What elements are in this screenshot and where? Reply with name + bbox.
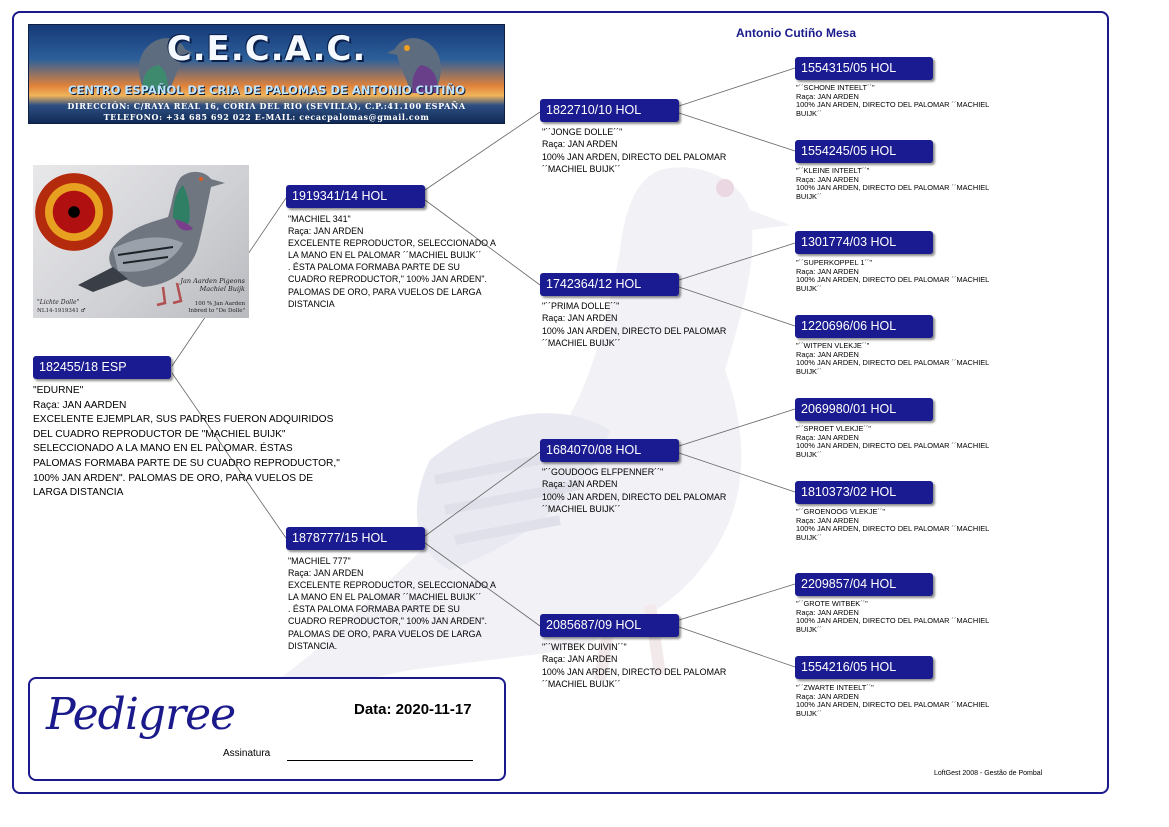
- signature-label: Assinatura: [223, 748, 271, 759]
- signature-box: [28, 677, 506, 781]
- info-sire: "MACHIEL 341" Raça: JAN ARDEN EXCELENTE REPRODUCTOR, SELECCIONADO A LA MANO EN EL PALOMAR ´´MACHIEL BUIJK´´ . ÉSTA PALOMA FORMABA PARTE DE SU CUADRO REPRODUCTOR," 100% JAN ARDEN". PALOMAS DE ORO, PARA VUELOS DE LARGA DISTANCIA: [288, 214, 496, 309]
- pigeon-eye-inset: [35, 173, 113, 251]
- banner-subtitle: CENTRO ESPAÑOL DE CRIA DE PALOMAS DE ANTONIO CUTIÑO: [68, 83, 465, 97]
- owner-name: Antonio Cutiño Mesa: [736, 26, 856, 40]
- ring-ggp-6[interactable]: 1810373/02 HOL: [795, 481, 933, 504]
- info-ggp-4: "´´WITPEN VLEKJE´´" Raça: JAN ARDEN 100% JAN ARDEN, DIRECTO DEL PALOMAR ´´MACHIEL BUIJK´´: [796, 341, 990, 376]
- ring-sire[interactable]: 1919341/14 HOL: [286, 185, 425, 208]
- footer-credit: LoftGest 2008 - Gestão de Pombal: [934, 770, 1043, 777]
- info-ggp-1: "´´SCHONE INTEELT´´" Raça: JAN ARDEN 100% JAN ARDEN, DIRECTO DEL PALOMAR ´´MACHIEL BUIJK´´: [796, 83, 990, 118]
- pedigree-logo: Pedigree: [46, 689, 236, 740]
- ring-ggp-8[interactable]: 1554216/05 HOL: [795, 656, 933, 679]
- banner-address: DIRECCIÓN: C/RAYA REAL 16, CORIA DEL RIO (SEVILLA), C.P.:41.100 ESPAÑA: [67, 101, 466, 111]
- info-ggp-3: "´´SUPERKOPPEL 1´´" Raça: JAN ARDEN 100% JAN ARDEN, DIRECTO DEL PALOMAR ´´MACHIEL BUIJK´´: [796, 258, 990, 293]
- photo-caption-name: "Lichte Dolle": [37, 299, 80, 306]
- signature-line[interactable]: [287, 760, 473, 761]
- ring-ggp-5[interactable]: 2069980/01 HOL: [795, 398, 933, 421]
- ring-ggp-7[interactable]: 2209857/04 HOL: [795, 573, 933, 596]
- ring-ggp-4[interactable]: 1220696/06 HOL: [795, 315, 933, 338]
- info-ggp-7: "´´GROTE WITBEK´´" Raça: JAN ARDEN 100% JAN ARDEN, DIRECTO DEL PALOMAR ´´MACHIEL BUIJK´´: [796, 599, 990, 634]
- ring-dam-sire[interactable]: 1684070/08 HOL: [540, 439, 679, 462]
- info-dam-sire: "´´GOUDOOG ELFPENNER´´" Raça: JAN ARDEN 100% JAN ARDEN, DIRECTO DEL PALOMAR ´´MACHIEL BUIJK´´: [542, 467, 727, 515]
- info-ggp-8: "´´ZWARTE INTEELT´´" Raça: JAN ARDEN 100% JAN ARDEN, DIRECTO DEL PALOMAR ´´MACHIEL BUIJK´´: [796, 683, 990, 718]
- info-ggp-2: "´´KLEINE INTEELT´´" Raça: JAN ARDEN 100% JAN ARDEN, DIRECTO DEL PALOMAR ´´MACHIEL BUIJK´´: [796, 166, 990, 201]
- info-ggp-5: "´´SPROET VLEKJE´´" Raça: JAN ARDEN 100% JAN ARDEN, DIRECTO DEL PALOMAR ´´MACHIEL BUIJK´´: [796, 424, 990, 459]
- info-dam-dam: "´´WITBEK DUIVIN´´" Raça: JAN ARDEN 100% JAN ARDEN, DIRECTO DEL PALOMAR ´´MACHIEL BUIJK´´: [542, 642, 727, 690]
- info-ggp-6: "´´GROENOOG VLEKJE´´" Raça: JAN ARDEN 100% JAN ARDEN, DIRECTO DEL PALOMAR ´´MACHIEL BUIJK´´: [796, 507, 990, 542]
- ring-ggp-1[interactable]: 1554315/05 HOL: [795, 57, 933, 80]
- info-sire-dam: "´´PRIMA DOLLE´´" Raça: JAN ARDEN 100% JAN ARDEN, DIRECTO DEL PALOMAR ´´MACHIEL BUIJK´´: [542, 301, 727, 349]
- ring-subject[interactable]: 182455/18 ESP: [33, 356, 171, 379]
- club-banner: [28, 24, 505, 124]
- info-dam: "MACHIEL 777" Raça: JAN ARDEN EXCELENTE REPRODUCTOR, SELECCIONADO A LA MANO EN EL PALOMAR ´´MACHIEL BUIJK´´ . ÉSTA PALOMA FORMABA PARTE DE SU CUADRO REPRODUCTOR," 100% JAN ARDEN". PALOMAS DE ORO, PARA VUELOS DE LARGA DISTANCIA.: [288, 556, 496, 651]
- ring-dam[interactable]: 1878777/15 HOL: [286, 527, 425, 550]
- info-subject: "EDURNE" Raça: JAN AARDEN EXCELENTE EJEMPLAR, SUS PADRES FUERON ADQUIRIDOS DEL CUADRO REPRODUCTOR DE "MACHIEL BUIJK" SELECCIONADO A LA MANO EN EL PALOMAR. ÉSTAS PALOMAS FORMABA PARTE DE SU CUADRO REPRODUCTOR," 100% JAN ARDEN". PALOMAS DE ORO, PARA VUELOS DE LARGA DISTANCIA: [33, 385, 340, 499]
- ring-ggp-2[interactable]: 1554245/05 HOL: [795, 140, 933, 163]
- photo-caption-inbred: 100 % Jan Aarden Inbred to "De Dolle": [188, 301, 245, 314]
- pigeon-photo: [33, 165, 249, 318]
- banner-phone: TELEFONO: +34 685 692 022 E-MAIL: cecacpalomas@gmail.com: [103, 112, 430, 122]
- info-sire-sire: "´´JONGE DOLLE´´" Raça: JAN ARDEN 100% JAN ARDEN, DIRECTO DEL PALOMAR ´´MACHIEL BUIJK´´: [542, 127, 727, 175]
- date-label: Data: 2020-11-17: [354, 701, 472, 718]
- photo-caption-brand: Jan Aarden Pigeons Machiel Buijk: [180, 277, 245, 293]
- ring-sire-sire[interactable]: 1822710/10 HOL: [540, 99, 679, 122]
- photo-caption-ring: NL14-1919341 ♂: [37, 308, 86, 314]
- ring-dam-dam[interactable]: 2085687/09 HOL: [540, 614, 679, 637]
- banner-title: C.E.C.A.C.: [166, 29, 367, 69]
- ring-ggp-3[interactable]: 1301774/03 HOL: [795, 231, 933, 254]
- ring-sire-dam[interactable]: 1742364/12 HOL: [540, 273, 679, 296]
